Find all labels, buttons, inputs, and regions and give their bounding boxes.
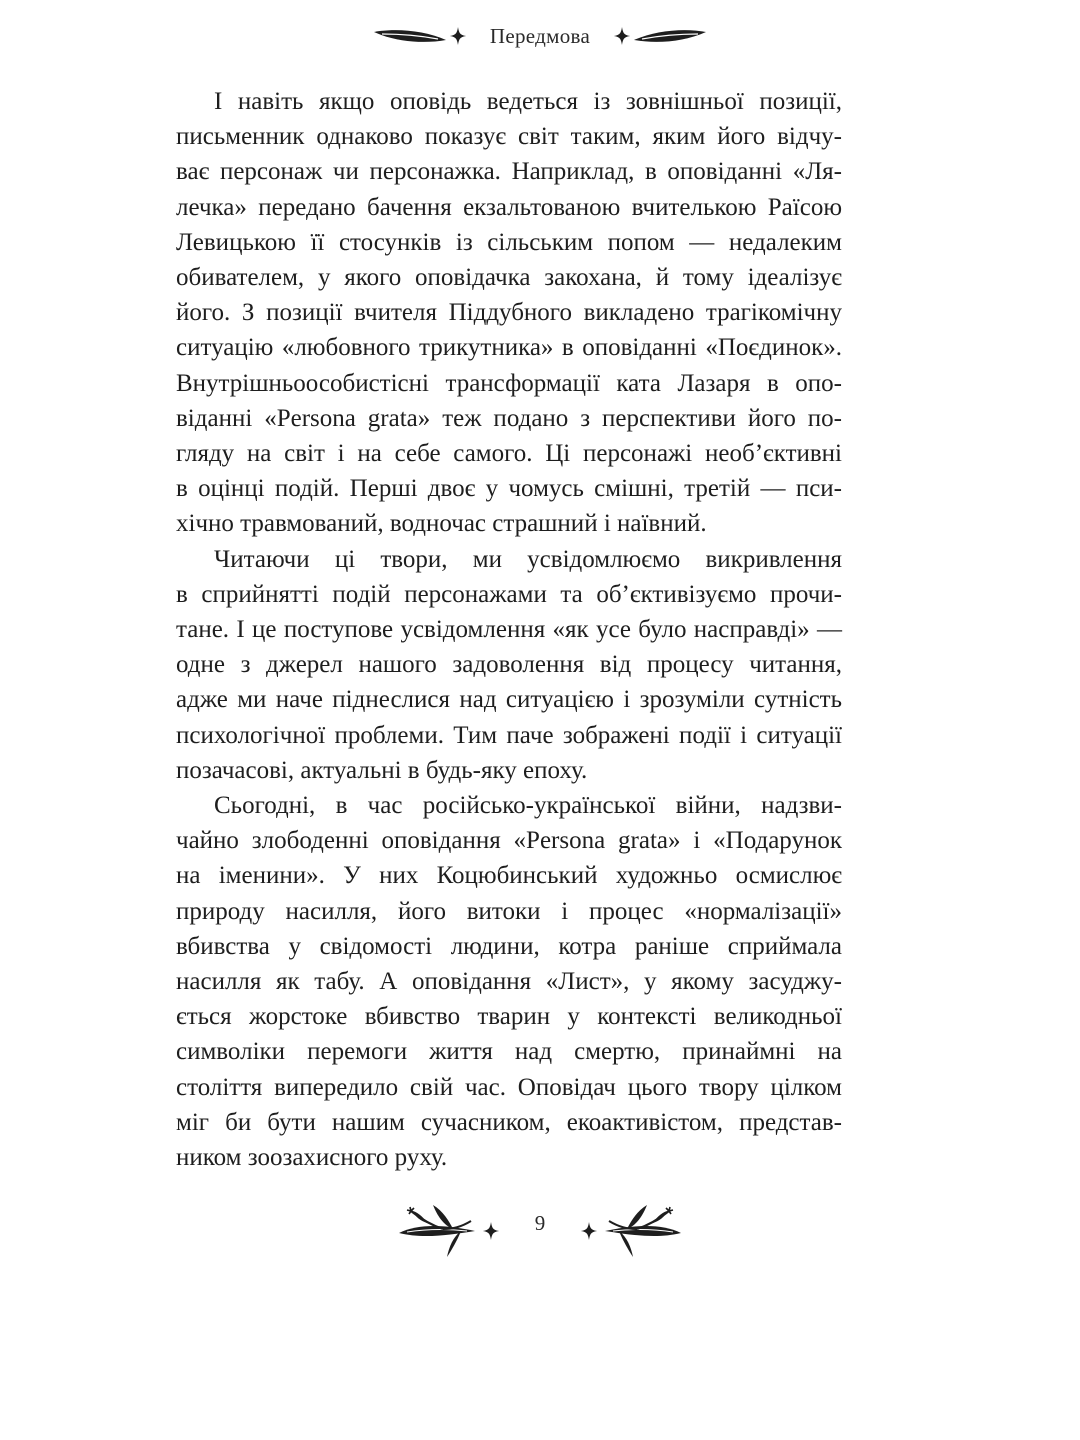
text-line: ває персонаж чи персонажка. Наприклад, в оповіданні «Ля- (176, 158, 842, 186)
running-header-title: Передмова (489, 23, 591, 48)
text-line: Левицькою її стосунків із сільським попом — недалеким (176, 228, 842, 256)
page-footer (0, 1196, 1080, 1266)
text-line: в оцінці подій. Перші двоє у чомусь смішні, третій — пси- (176, 475, 842, 503)
text-line: психологічної проблеми. Тим паче зображені події і ситуації (176, 721, 842, 749)
sparkle-icon (614, 27, 630, 45)
text-line: в сприйнятті подій персонажами та об’єктивізуємо прочи- (176, 580, 842, 608)
text-line: міг би бути нашим сучасником, екоактивістом, представ- (176, 1108, 842, 1136)
text-line: природу насилля, його витоки і процес «нормалізації» (176, 897, 842, 925)
sparkle-icon (450, 27, 466, 45)
text-line: Внутрішньоособистісні трансформації ката Лазаря в опо- (176, 369, 842, 397)
text-line: позачасові, актуальні в будь-яку епоху. (176, 756, 588, 784)
text-line: обивателем, у якого оповідачка закохана, й тому ідеалізує (176, 264, 842, 292)
running-header (0, 18, 1080, 54)
text-line: насилля як табу. А оповідання «Лист», у якому засуджу- (176, 968, 842, 996)
text-line: вбивства у свідомості людини, котра раніше сприймала (176, 932, 842, 960)
floral-flourish-icon (397, 1201, 477, 1261)
text-line: віданні «Persona grata» теж подано з перспективи його по- (176, 404, 842, 432)
text-line: символіки перемоги життя над смертю, принаймні на (176, 1038, 842, 1066)
text-line: ником зоозахисного руху. (176, 1144, 448, 1172)
text-line: ється жорстоке вбивство тварин у контексті великодньої (176, 1003, 842, 1031)
paragraph (176, 788, 842, 1175)
text-line: одне з джерел нашого задоволення від процесу читання, (176, 651, 842, 679)
text-line: адже ми наче піднеслися над ситуацією і зрозуміли сутність (176, 686, 842, 714)
text-line: століття випередило свій час. Оповідач цього твору цілком (176, 1073, 842, 1101)
text-line: тане. І це поступове усвідомлення «як усе було насправді» — (176, 616, 842, 644)
floral-flourish-icon (603, 1201, 683, 1261)
text-line: ситуацію «любовного трикутника» в оповіданні «Поєдинок». (176, 334, 842, 362)
leaf-icon (632, 27, 708, 45)
text-line: Читаючи ці твори, ми усвідомлюємо викривлення (214, 545, 842, 573)
paragraph (176, 84, 842, 542)
text-line: І навіть якщо оповідь ведеться із зовнішньої позиції, (214, 88, 842, 115)
sparkle-icon (581, 1222, 597, 1240)
sparkle-icon (483, 1222, 499, 1240)
text-line: письменник однаково показує світ таким, яким його відчу- (176, 123, 842, 151)
text-line: Сьогодні, в час російсько-української війни, надзви- (214, 792, 842, 820)
leaf-icon (372, 27, 448, 45)
text-line: його. З позиції вчителя Піддубного викладено трагікомічну (176, 299, 842, 327)
paragraph (176, 542, 842, 788)
text-line: хічно травмований, водночас страшний і наївний. (176, 510, 707, 538)
body-text (176, 84, 842, 1175)
page-number: 9 (534, 1210, 546, 1235)
text-line: чайно злободенні оповідання «Persona grata» і «Подарунок (176, 827, 842, 855)
text-line: лечка» передано бачення екзальтованою вчителькою Раїсою (176, 193, 842, 221)
text-line: на іменини». У них Коцюбинський художньо осмислює (176, 862, 842, 890)
text-line: гляду на світ і на себе самого. Ці персонажі необ’єктивні (176, 440, 842, 468)
